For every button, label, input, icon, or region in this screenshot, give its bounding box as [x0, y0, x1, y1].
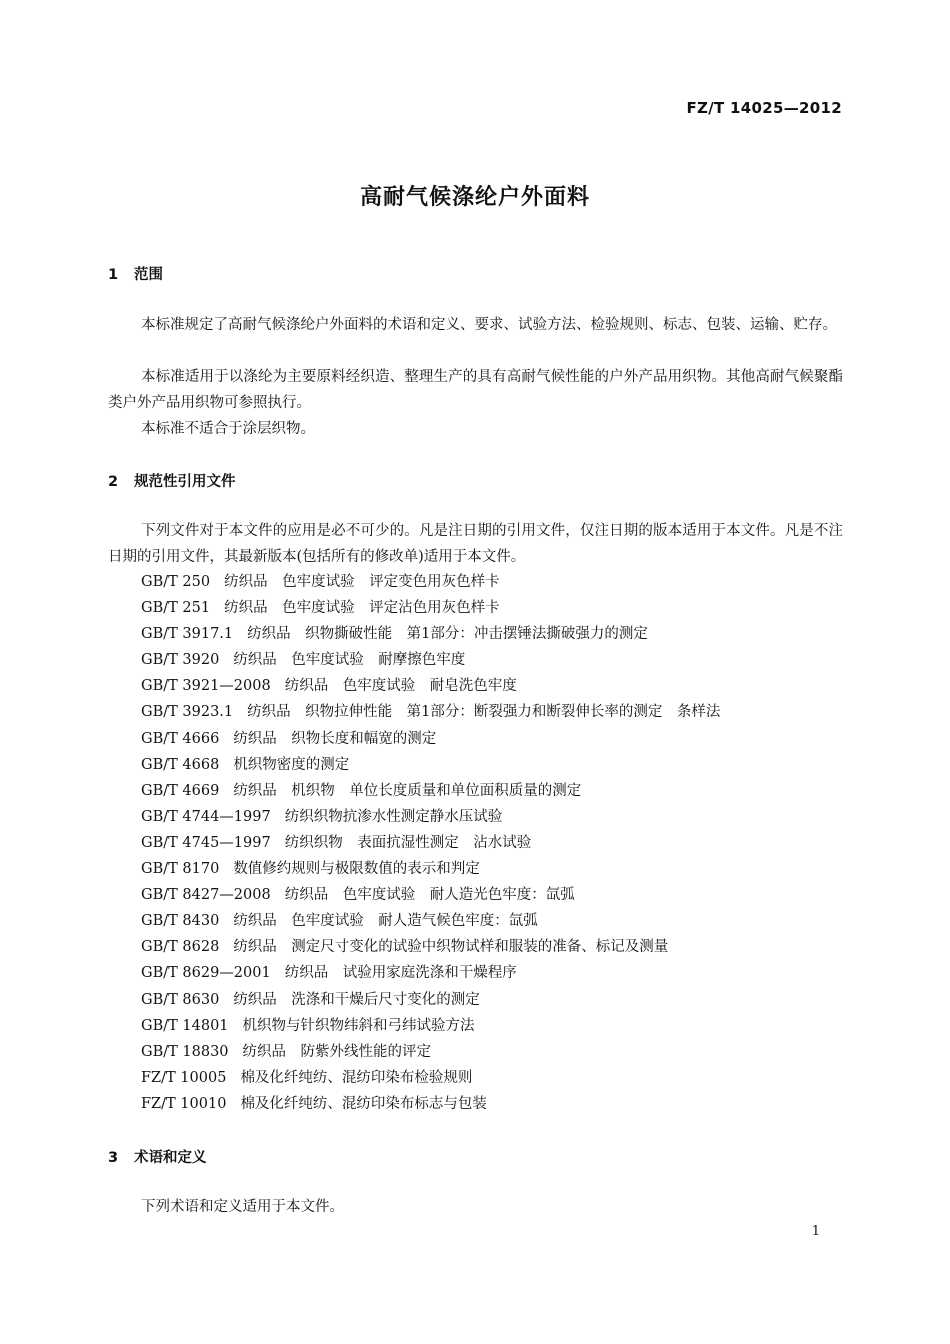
- reference-item: [141, 1039, 720, 1065]
- reference-code: GB/T 8629—2001: [141, 965, 271, 982]
- reference-item: [141, 804, 720, 830]
- reference-title: 棉及化纤纯纺、混纺印染布标志与包装: [240, 1095, 487, 1112]
- reference-title: 纺织品 织物拉伸性能 第1部分：断裂强力和断裂伸长率的测定 条样法: [247, 704, 721, 721]
- reference-code: GB/T 3920: [141, 652, 220, 669]
- reference-title: 机织物与针织物纬斜和弓纬试验方法: [242, 1017, 475, 1034]
- reference-title: 纺织织物 表面抗湿性测定 沾水试验: [284, 834, 532, 851]
- section-title: 规范性引用文件: [134, 474, 236, 490]
- reference-title: 纺织品 测定尺寸变化的试验中织物试样和服装的准备、标记及测量: [233, 939, 669, 956]
- reference-title: 纺织品 色牢度试验 评定变色用灰色样卡: [224, 574, 500, 590]
- reference-title: 纺织品 色牢度试验 耐摩擦色牢度: [233, 652, 466, 669]
- reference-title: 纺织品 洗涤和干燥后尺寸变化的测定: [233, 991, 480, 1008]
- reference-item: [141, 908, 720, 934]
- reference-code: FZ/T 10005: [141, 1069, 227, 1086]
- reference-code: GB/T 251: [141, 600, 211, 617]
- reference-item: [141, 595, 720, 621]
- reference-item: [141, 778, 720, 804]
- reference-item: [141, 569, 720, 595]
- reference-item: [141, 856, 720, 882]
- section-title: 术语和定义: [134, 1150, 207, 1166]
- reference-code: GB/T 14801: [141, 1017, 229, 1034]
- reference-code: GB/T 4744—1997: [141, 808, 271, 825]
- reference-item: [141, 960, 720, 986]
- reference-item: [141, 934, 720, 960]
- reference-item: [141, 1065, 720, 1091]
- reference-item: [141, 699, 720, 725]
- standard-code: FZ/T 14025—2012: [686, 99, 842, 117]
- reference-code: FZ/T 10010: [141, 1095, 227, 1112]
- section-number: 2: [108, 474, 119, 490]
- reference-item: [141, 882, 720, 908]
- reference-list: [141, 569, 720, 1117]
- reference-title: 棉及化纤纯纺、混纺印染布检验规则: [240, 1069, 473, 1086]
- document-title: 高耐气候涤纶户外面料: [359, 185, 590, 210]
- reference-title: 纺织品 色牢度试验 耐皂洗色牢度: [284, 678, 517, 695]
- section-heading-scope: [108, 263, 163, 284]
- reference-code: GB/T 3923.1: [141, 704, 234, 721]
- reference-code: GB/T 8628: [141, 939, 220, 956]
- reference-item: [141, 987, 720, 1013]
- paragraph: 下列术语和定义适用于本文件。: [141, 1199, 344, 1215]
- reference-title: 机织物密度的测定: [233, 756, 350, 773]
- page-number: 1: [811, 1224, 820, 1239]
- reference-item: [141, 726, 720, 752]
- reference-item: [141, 621, 720, 647]
- paragraph: 本标准规定了高耐气候涤纶户外面料的术语和定义、要求、试验方法、检验规则、标志、包装、运输、贮存。: [141, 317, 837, 333]
- reference-title: 纺织品 防紫外线性能的评定: [242, 1043, 432, 1060]
- section-heading-normative-references: [108, 470, 236, 491]
- section-title: 范围: [134, 267, 163, 283]
- reference-code: GB/T 4666: [141, 730, 220, 747]
- reference-code: GB/T 250: [141, 574, 211, 590]
- reference-item: [141, 830, 720, 856]
- reference-title: 纺织织物抗渗水性测定静水压试验: [284, 808, 503, 825]
- reference-code: GB/T 8427—2008: [141, 887, 271, 904]
- reference-item: [141, 1013, 720, 1039]
- reference-code: GB/T 18830: [141, 1043, 229, 1060]
- reference-title: 纺织品 色牢度试验 耐人造光色牢度：氙弧: [284, 887, 575, 904]
- reference-item: [141, 673, 720, 699]
- paragraph: 本标准不适合于涂层织物。: [141, 421, 315, 437]
- reference-code: GB/T 8630: [141, 991, 220, 1008]
- reference-code: GB/T 8170: [141, 861, 220, 878]
- reference-title: 纺织品 织物撕破性能 第1部分：冲击摆锤法撕破强力的测定: [247, 626, 648, 643]
- reference-item: [141, 1091, 720, 1117]
- reference-code: GB/T 8430: [141, 913, 220, 930]
- section-number: 1: [108, 267, 119, 283]
- reference-code: GB/T 4745—1997: [141, 834, 271, 851]
- reference-item: [141, 752, 720, 778]
- reference-title: 纺织品 试验用家庭洗涤和干燥程序: [284, 965, 517, 982]
- paragraph: 下列文件对于本文件的应用是必不可少的。凡是注日期的引用文件，仅注日期的版本适用于本文件。凡是不注日期的引用文件，其最新版本(包括所有的修改单)适用于本文件。: [108, 523, 843, 565]
- paragraph: 本标准适用于以涤纶为主要原料经织造、整理生产的具有高耐气候性能的户外产品用织物。其他高耐气候聚酯类户外产品用织物可参照执行。: [108, 369, 843, 411]
- reference-title: 纺织品 机织物 单位长度质量和单位面积质量的测定: [233, 782, 582, 799]
- reference-code: GB/T 4669: [141, 782, 220, 799]
- reference-code: GB/T 3921—2008: [141, 678, 271, 695]
- reference-title: 纺织品 色牢度试验 耐人造气候色牢度：氙弧: [233, 913, 538, 930]
- reference-title: 数值修约规则与极限数值的表示和判定: [233, 861, 480, 878]
- section-number: 3: [108, 1150, 119, 1166]
- reference-item: [141, 647, 720, 673]
- reference-code: GB/T 4668: [141, 756, 220, 773]
- reference-code: GB/T 3917.1: [141, 626, 234, 643]
- reference-title: 纺织品 色牢度试验 评定沾色用灰色样卡: [224, 600, 500, 617]
- reference-title: 纺织品 织物长度和幅宽的测定: [233, 730, 437, 747]
- section-heading-terms-definitions: [108, 1146, 207, 1167]
